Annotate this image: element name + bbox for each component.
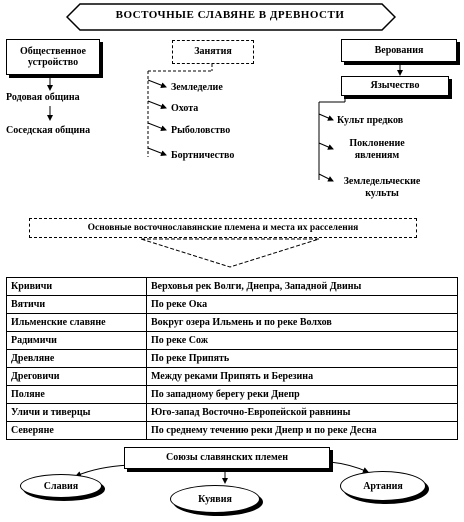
page-title: ВОСТОЧНЫЕ СЛАВЯНЕ В ДРЕВНОСТИ xyxy=(115,9,345,21)
paganism-box: Язычество xyxy=(341,76,449,96)
table-row xyxy=(7,332,458,350)
occupation-rybolovstvo: Рыболовство xyxy=(171,125,231,136)
tribe-name: Вятичи xyxy=(7,296,147,314)
beliefs-box: Верования xyxy=(341,39,457,62)
arrow-to-artania xyxy=(330,462,368,472)
tribe-place: Юго-запад Восточно-Европейской равнины xyxy=(147,404,458,422)
arrow-nature-worship xyxy=(319,143,333,149)
tribe-place: По среднему течению реки Днепр и по реке Десна xyxy=(147,422,458,440)
arrow-rybolovstvo xyxy=(148,123,166,130)
table-row xyxy=(7,368,458,386)
tribe-name: Северяне xyxy=(7,422,147,440)
table-row xyxy=(7,314,458,332)
tribe-name: Радимичи xyxy=(7,332,147,350)
tribe-name: Поляне xyxy=(7,386,147,404)
table-row xyxy=(7,422,458,440)
belief-agri-cults: Земледельческие культы xyxy=(343,176,421,199)
tribe-place: По реке Сож xyxy=(147,332,458,350)
table-row xyxy=(7,278,458,296)
union-slavia: Славия xyxy=(20,474,102,498)
tribes-table xyxy=(6,277,458,440)
occupation-zemledelie: Земледелие xyxy=(171,82,223,93)
table-row xyxy=(7,404,458,422)
arrow-bortnichestvo xyxy=(148,148,166,155)
arrow-agri-cults xyxy=(319,174,333,181)
social-structure-box: Общественное устройство xyxy=(6,39,100,75)
tribe-name: Дреговичи xyxy=(7,368,147,386)
union-artania: Артания xyxy=(340,471,426,501)
belief-ancestor-cult: Культ предков xyxy=(337,115,404,126)
belief-nature-worship: Поклонение явлениям xyxy=(349,138,405,161)
table-row xyxy=(7,386,458,404)
tribe-name: Кривичи xyxy=(7,278,147,296)
union-kuyavia: Куявия xyxy=(170,485,260,513)
tribe-place: По западному берегу реки Днепр xyxy=(147,386,458,404)
tribes-down-arrow xyxy=(140,238,320,268)
table-row xyxy=(7,296,458,314)
occupations-box: Занятия xyxy=(172,40,254,64)
arrow-ancestor-cult xyxy=(319,114,333,120)
tribe-name: Ильменские славяне xyxy=(7,314,147,332)
occupation-bortnichestvo: Бортничество xyxy=(171,150,235,161)
tribe-name: Уличи и тиверцы xyxy=(7,404,147,422)
sosedskaya-obshchina: Соседская община xyxy=(6,125,91,136)
arrow-ohota xyxy=(148,101,166,108)
tribe-place: По реке Ока xyxy=(147,296,458,314)
tribe-place: Вокруг озера Ильмень и по реке Волхов xyxy=(147,314,458,332)
rodovaya-obshchina: Родовая община xyxy=(6,92,80,103)
tribe-place: Верховья рек Волги, Днепра, Западной Двины xyxy=(147,278,458,296)
table-row xyxy=(7,350,458,368)
tribe-place: По реке Припять xyxy=(147,350,458,368)
tribe-name: Древляне xyxy=(7,350,147,368)
unions-box: Союзы славянских племен xyxy=(124,447,330,469)
tribes-title-box: Основные восточнославянские племена и места их расселения xyxy=(29,218,417,238)
arrow-zemledelie xyxy=(148,80,166,87)
occupation-ohota: Охота xyxy=(171,103,199,114)
tribe-place: Между реками Припять и Березина xyxy=(147,368,458,386)
